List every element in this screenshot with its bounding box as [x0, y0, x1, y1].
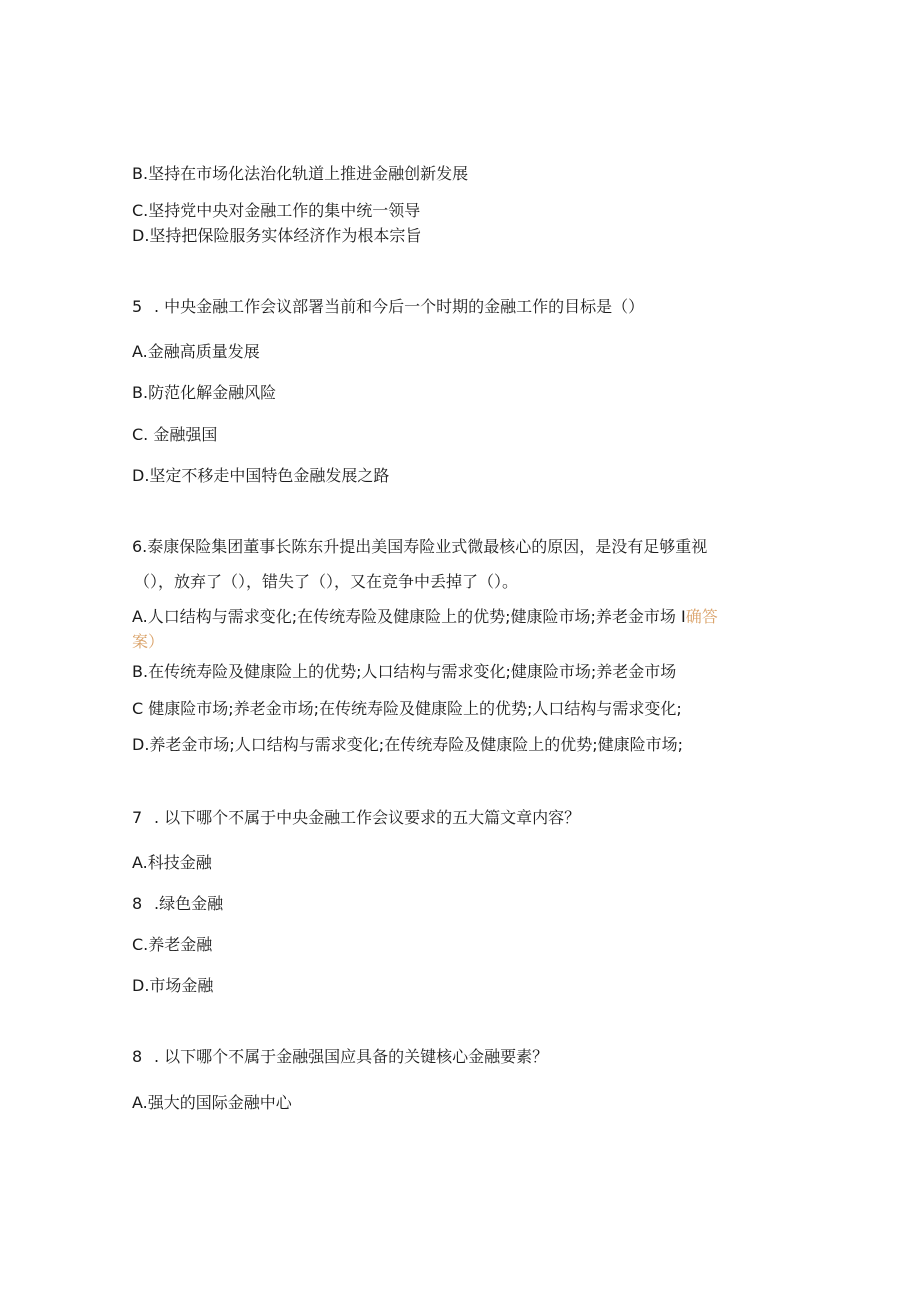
question-5-option-b: B.防范化解金融风险	[132, 383, 277, 402]
answer-mark: 确答	[685, 607, 718, 626]
question-5-option-d: D.坚定不移走中国特色金融发展之路	[132, 466, 390, 485]
option-d-prev: D.坚持把保险服务实体经济作为根本宗旨	[132, 226, 422, 245]
question-7-option-b-text: .绿色金融	[154, 894, 224, 913]
question-8-option-a: A.强大的国际金融中心	[132, 1093, 292, 1112]
question-7-option-b	[132, 894, 223, 914]
question-6-text-line-2: （），放弃了（），错失了（），又在竞争中丢掉了（）。	[134, 572, 519, 591]
question-7-number: 7	[132, 808, 143, 827]
question-7	[132, 808, 580, 828]
question-7-option-c: C.养老金融	[132, 935, 213, 954]
question-5-number: 5	[132, 297, 143, 316]
question-7-option-b-number: 8	[132, 894, 143, 913]
question-6-option-a	[132, 607, 718, 627]
option-c-prev: C.坚持党中央对金融工作的集中统一领导	[132, 201, 421, 220]
question-8	[132, 1047, 548, 1067]
answer-mark-continued: 案）	[132, 632, 165, 651]
question-5-option-c: C. 金融强国	[132, 425, 218, 444]
question-8-number: 8	[132, 1047, 143, 1066]
question-7-option-d: D.市场金融	[132, 976, 214, 995]
question-6-text-line-1: 6.泰康保险集团董事长陈东升提出美国寿险业式微最核心的原因，是没有足够重视	[132, 537, 708, 556]
question-7-text: . 以下哪个不属于中央金融工作会议要求的五大篇文章内容？	[154, 808, 581, 827]
option-b-prev: B.坚持在市场化法治化轨道上推进金融创新发展	[132, 164, 469, 183]
question-5	[132, 297, 644, 317]
question-6-option-a-text: A.人口结构与需求变化;在传统寿险及健康险上的优势;健康险市场;养老金市场 I	[132, 607, 686, 626]
question-5-text: . 中央金融工作会议部署当前和今后一个时期的金融工作的目标是（）	[154, 297, 645, 316]
question-5-option-a: A.金融高质量发展	[132, 342, 260, 361]
question-8-text: . 以下哪个不属于金融强国应具备的关键核心金融要素？	[154, 1047, 549, 1066]
question-6-option-d: D.养老金市场;人口结构与需求变化;在传统寿险及健康险上的优势;健康险市场;	[132, 735, 683, 754]
question-6-option-b: B.在传统寿险及健康险上的优势;人口结构与需求变化;健康险市场;养老金市场	[132, 662, 677, 681]
question-6-option-c: C 健康险市场;养老金市场;在传统寿险及健康险上的优势;人口结构与需求变化;	[132, 699, 682, 718]
question-7-option-a: A.科技金融	[132, 853, 212, 872]
